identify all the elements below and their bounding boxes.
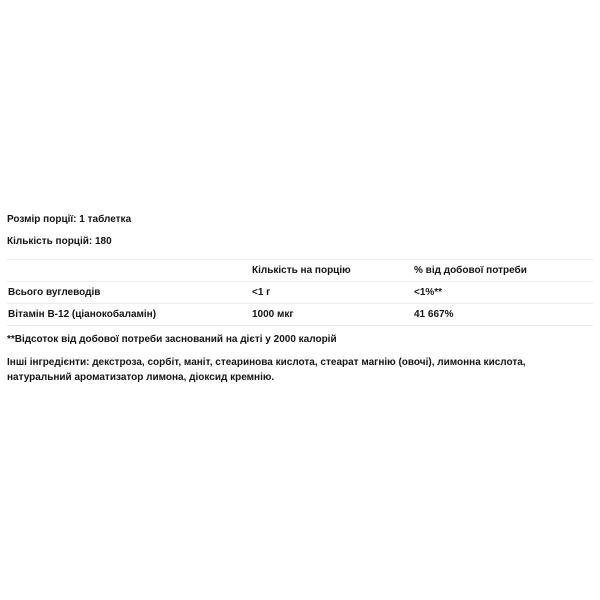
header-amount-per-serving: Кількість на порцію <box>251 260 413 282</box>
header-daily-value: % від добової потреби <box>413 260 593 282</box>
servings-per-container: Кількість порцій: 180 <box>7 236 112 247</box>
serving-size: Розмір порції: 1 таблетка <box>7 214 132 225</box>
other-ingredients: Інші інгредієнти: декстроза, сорбіт, маніт, стеаринова кислота, стеарат магнію (овочі), лимонна кислота, натуральний ароматизатор лимона, діоксид кремнію. <box>7 357 526 383</box>
daily-value-footnote: **Відсоток від добової потреби заснований на дієті у 2000 калорій <box>7 334 337 345</box>
serving-info <box>7 214 593 248</box>
table-header-row <box>7 260 593 282</box>
header-nutrient <box>7 260 251 282</box>
nutrient-name: Всього вуглеводів <box>7 282 251 304</box>
table-row <box>7 282 593 304</box>
nutrient-amount: <1 г <box>251 282 413 304</box>
supplement-facts-table <box>7 259 593 326</box>
nutrient-daily-value: 41 667% <box>413 304 593 326</box>
nutrient-daily-value: <1%** <box>413 282 593 304</box>
table-row <box>7 304 593 326</box>
nutrient-name: Вітамін B-12 (ціанокобаламін) <box>7 304 251 326</box>
nutrient-amount: 1000 мкг <box>251 304 413 326</box>
